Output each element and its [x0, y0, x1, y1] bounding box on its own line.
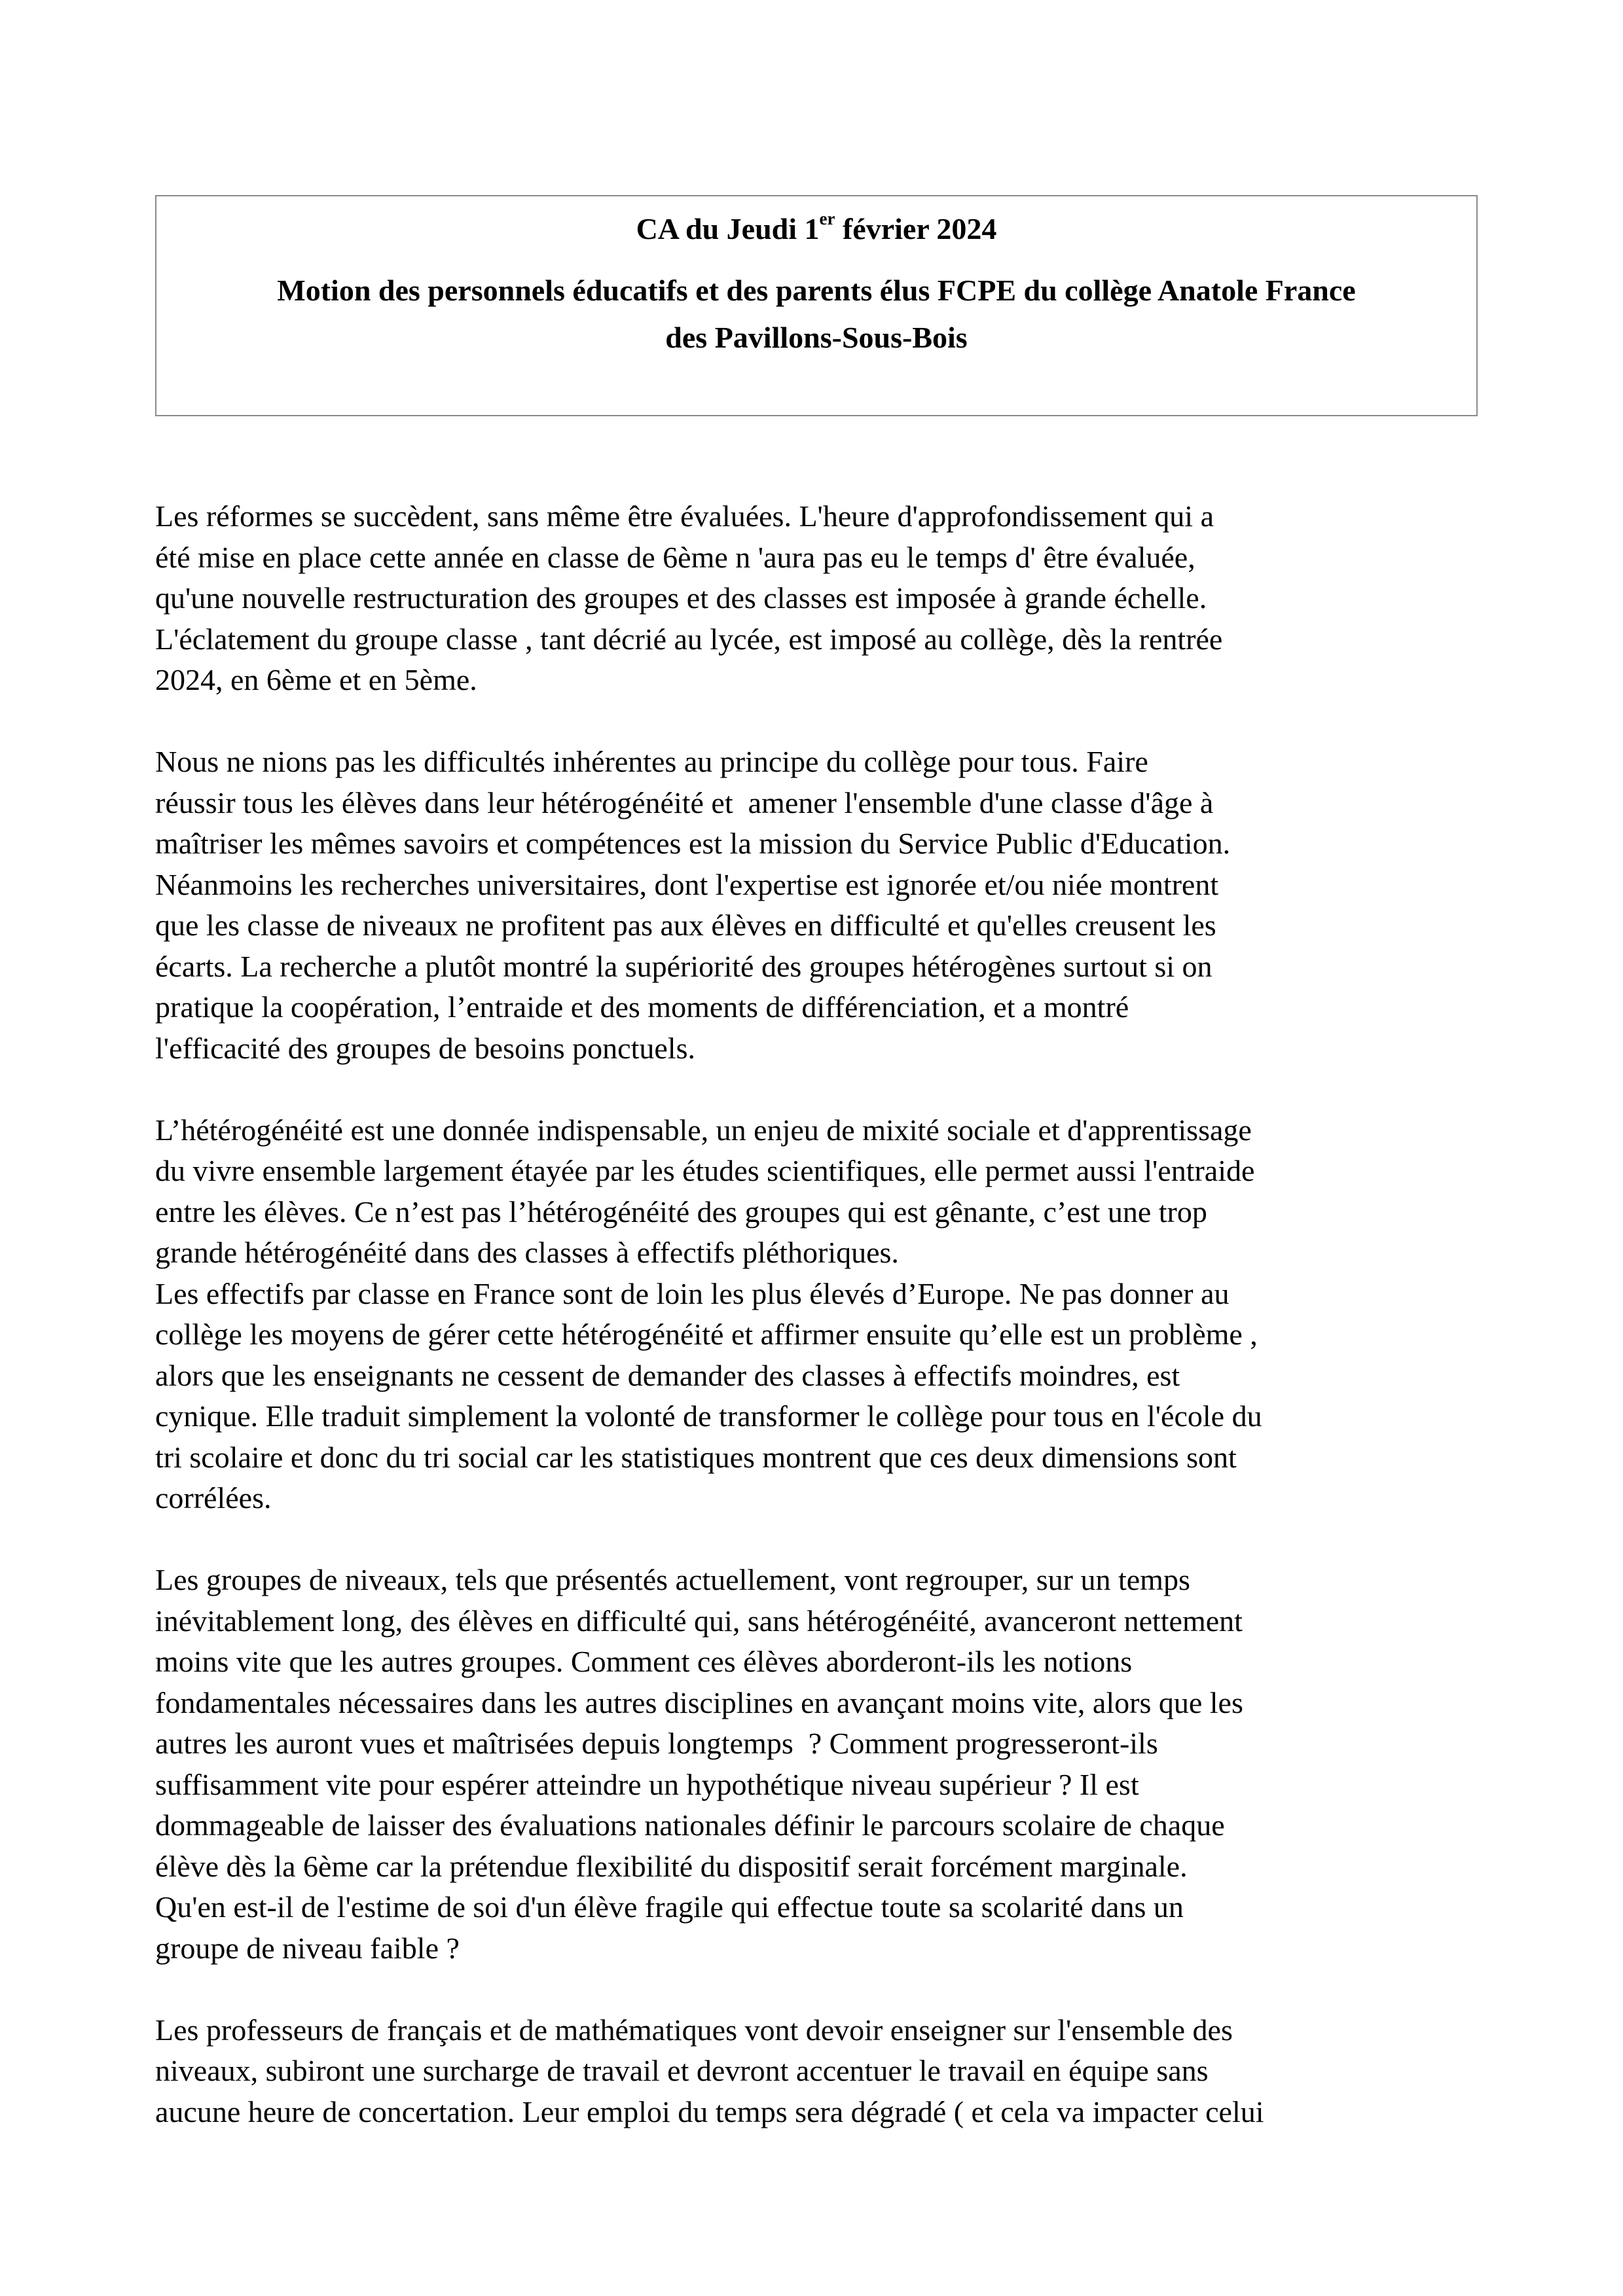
paragraph-college-for-all: [155, 742, 1504, 1069]
text-line: moins vite que les autres groupes. Comment ces élèves aborderont-ils les notions: [155, 1645, 1133, 1678]
paragraph-teachers: [155, 2010, 1504, 2133]
text-line: Néanmoins les recherches universitaires, dont l'expertise est ignorée et/ou niée montrent: [155, 867, 1219, 901]
meeting-title-superscript: er: [819, 208, 835, 228]
paragraph-heterogeneity: [155, 1110, 1504, 1274]
text-line: du vivre ensemble largement étayée par les études scientifiques, elle permet aussi l'entraide: [155, 1154, 1255, 1187]
meeting-title-main: CA du Jeudi 1: [636, 212, 820, 245]
text-line: pratique la coopération, l’entraide et des moments de différenciation, et a montré: [155, 990, 1129, 1024]
text-line: Qu'en est-il de l'estime de soi d'un élève fragile qui effectue toute sa scolarité dans un: [155, 1890, 1184, 1924]
text-line: Les réformes se succèdent, sans même être évaluées. L'heure d'approfondissement qui a: [155, 499, 1214, 533]
meeting-title-date: février 2024: [835, 212, 997, 245]
motion-title-line-1: Motion des personnels éducatifs et des parents élus FCPE du collège Anatole France: [277, 274, 1356, 307]
text-line: aucune heure de concertation. Leur emploi du temps sera dégradé ( et cela va impacter celui: [155, 2094, 1264, 2128]
text-line: Les effectifs par classe en France sont de loin les plus élevés d’Europe. Ne pas donner au: [155, 1276, 1230, 1310]
text-line: dommageable de laisser des évaluations nationales définir le parcours scolaire de chaque: [155, 1808, 1225, 1842]
text-line: cynique. Elle traduit simplement la volonté de transformer le collège pour tous en l'école du: [155, 1399, 1262, 1433]
text-line: élève dès la 6ème car la prétendue flexibilité du dispositif serait forcément marginale.: [155, 1849, 1188, 1883]
meeting-title: [156, 206, 1476, 253]
text-line: Les professeurs de français et de mathématiques vont devoir enseigner sur l'ensemble des: [155, 2013, 1233, 2047]
text-line: corrélées.: [155, 1481, 272, 1515]
text-line: été mise en place cette année en classe de 6ème n 'aura pas eu le temps d' être évaluée,: [155, 540, 1195, 574]
text-line: niveaux, subiront une surcharge de travail et devront accentuer le travail en équipe sans: [155, 2054, 1209, 2087]
text-line: entre les élèves. Ce n’est pas l’hétérogénéité des groupes qui est gênante, c’est une trop: [155, 1194, 1207, 1229]
text-line: L'éclatement du groupe classe , tant décrié au lycée, est imposé au collège, dès la rentrée: [155, 622, 1223, 656]
title-box: [155, 195, 1478, 416]
text-line: inévitablement long, des élèves en difficulté qui, sans hétérogénéité, avanceront nettement: [155, 1604, 1243, 1638]
text-line: tri scolaire et donc du tri social car les statistiques montrent que ces deux dimensions sont: [155, 1440, 1237, 1474]
paragraph-reforms: [155, 496, 1504, 701]
text-line: qu'une nouvelle restructuration des groupes et des classes est imposée à grande échelle.: [155, 581, 1207, 615]
motion-title-line-2: des Pavillons-Sous-Bois: [665, 321, 968, 354]
document-body: [155, 496, 1504, 2132]
text-line: maîtriser les mêmes savoirs et compétences est la mission du Service Public d'Education.: [155, 827, 1231, 860]
motion-title: [170, 267, 1463, 361]
text-line: autres les auront vues et maîtrisées depuis longtemps ? Comment progresseront-ils: [155, 1727, 1158, 1760]
text-line: grande hétérogénéité dans des classes à effectifs pléthoriques.: [155, 1236, 899, 1269]
text-line: collège les moyens de gérer cette hétérogénéité et affirmer ensuite qu’elle est un problème ,: [155, 1318, 1258, 1351]
paragraph-level-groups: [155, 1560, 1504, 1969]
text-line: Les groupes de niveaux, tels que présentés actuellement, vont regrouper, sur un temps: [155, 1563, 1190, 1596]
paragraph-class-sizes: [155, 1274, 1504, 1519]
text-line: que les classe de niveaux ne profitent pas aux élèves en difficulté et qu'elles creusent les: [155, 908, 1216, 942]
text-line: groupe de niveau faible ?: [155, 1931, 460, 1965]
text-line: écarts. La recherche a plutôt montré la supériorité des groupes hétérogènes surtout si on: [155, 949, 1213, 983]
text-line: L’hétérogénéité est une donnée indispensable, un enjeu de mixité sociale et d'apprentissage: [155, 1113, 1252, 1147]
text-line: suffisamment vite pour espérer atteindre un hypothétique niveau supérieur ? Il est: [155, 1767, 1139, 1801]
text-line: 2024, en 6ème et en 5ème.: [155, 663, 477, 696]
text-line: fondamentales nécessaires dans les autres disciplines en avançant moins vite, alors que les: [155, 1685, 1243, 1719]
text-line: l'efficacité des groupes de besoins ponctuels.: [155, 1031, 695, 1065]
text-line: réussir tous les élèves dans leur hétérogénéité et amener l'ensemble d'une classe d'âge à: [155, 785, 1214, 819]
text-line: Nous ne nions pas les difficultés inhérentes au principe du collège pour tous. Faire: [155, 745, 1148, 778]
text-line: alors que les enseignants ne cessent de demander des classes à effectifs moindres, est: [155, 1358, 1180, 1392]
